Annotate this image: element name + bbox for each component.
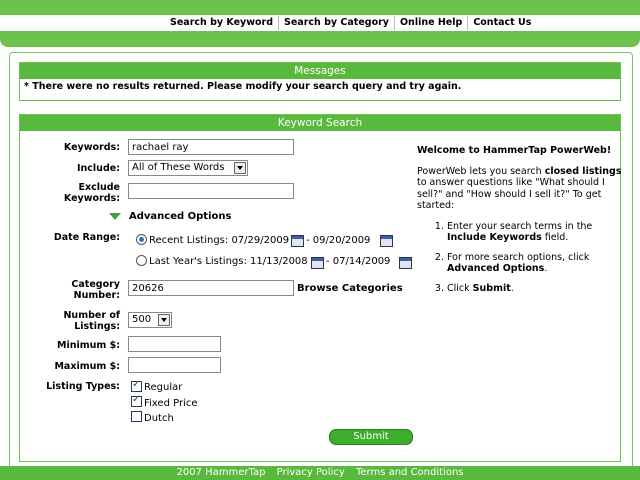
dutch-label: Dutch <box>144 413 174 424</box>
recent-end-date: - 09/20/2009 <box>306 235 371 246</box>
last-year-end-date: - 07/14/2009 <box>326 256 391 267</box>
keyword-search-header: Keyword Search <box>20 115 620 131</box>
nav-online-help[interactable]: Online Help <box>394 16 467 30</box>
chevron-down-icon[interactable] <box>158 314 170 326</box>
maximum-price-input[interactable] <box>128 357 221 373</box>
listing-types-label: Listing Types: <box>46 381 120 392</box>
submit-button[interactable]: Submit <box>329 429 413 445</box>
privacy-policy-link[interactable]: Privacy Policy <box>276 467 345 478</box>
expand-triangle-icon[interactable] <box>109 213 121 220</box>
dutch-checkbox[interactable] <box>131 411 142 422</box>
minimum-price-label: Minimum $: <box>56 340 120 351</box>
advanced-options-toggle[interactable]: Advanced Options <box>129 211 232 222</box>
exclude-label-line1: Exclude <box>78 182 120 193</box>
chevron-down-icon[interactable] <box>234 162 246 174</box>
keywords-input[interactable] <box>128 139 294 155</box>
fixed-price-checkbox[interactable] <box>131 396 142 407</box>
minimum-price-input[interactable] <box>128 336 221 352</box>
include-label: Include: <box>77 163 120 174</box>
browse-categories-link[interactable]: Browse Categories <box>297 283 403 294</box>
top-banner <box>0 0 640 15</box>
messages-header: Messages <box>20 63 620 79</box>
help-panel <box>417 145 622 302</box>
exclude-label-line2: Keywords: <box>63 193 120 204</box>
number-of-listings-select[interactable] <box>128 312 172 328</box>
number-of-listings-label <box>20 310 120 332</box>
calendar-icon[interactable] <box>380 235 393 247</box>
recent-listings-radio[interactable] <box>136 234 147 245</box>
category-label-line1: Category <box>71 279 120 290</box>
footer <box>0 466 640 480</box>
regular-label: Regular <box>144 382 183 393</box>
last-year-listings-label: Last Year's Listings: 11/13/2008 <box>149 256 308 267</box>
num-listings-label-line1: Number of <box>63 310 120 321</box>
num-listings-selected-value: 500 <box>132 314 152 325</box>
category-label-line2: Number: <box>73 290 120 301</box>
category-number-input[interactable] <box>128 280 294 296</box>
messages-panel <box>19 62 621 101</box>
category-number-label <box>20 279 120 301</box>
keywords-label: Keywords: <box>63 142 120 153</box>
num-listings-label-line2: Listings: <box>74 321 120 332</box>
date-range-label: Date Range: <box>53 232 120 243</box>
calendar-icon[interactable] <box>399 257 412 269</box>
exclude-keywords-label <box>20 182 120 204</box>
fixed-price-label: Fixed Price <box>144 398 198 409</box>
include-select[interactable] <box>128 160 248 176</box>
terms-link[interactable]: Terms and Conditions <box>355 467 464 478</box>
exclude-keywords-input[interactable] <box>128 183 294 199</box>
top-nav <box>0 15 640 31</box>
include-selected-value: All of These Words <box>132 162 225 173</box>
step-2: 2. For more search options, click Advanced Options. <box>447 252 622 275</box>
nav-search-by-keyword[interactable]: Search by Keyword <box>170 17 274 28</box>
last-year-listings-radio[interactable] <box>136 255 147 266</box>
step-3: 3. Click Submit. <box>447 283 622 295</box>
recent-listings-label: Recent Listings: 07/29/2009 <box>149 235 290 246</box>
copyright-text: 2007 HammerTap <box>176 467 266 478</box>
nav-search-by-category[interactable]: Search by Category <box>278 16 394 30</box>
nav-contact-us[interactable]: Contact Us <box>467 16 536 30</box>
header-strip <box>0 31 640 47</box>
steps-list <box>417 221 622 295</box>
calendar-icon[interactable] <box>291 235 304 247</box>
regular-checkbox[interactable] <box>131 381 142 392</box>
step-1: 1. Enter your search terms in the Include Keywords field. <box>447 221 622 244</box>
no-results-message: * There were no results returned. Please modify your search query and try again. <box>24 81 462 92</box>
maximum-price-label: Maximum $: <box>54 361 120 372</box>
welcome-heading: Welcome to HammerTap PowerWeb! <box>417 145 612 156</box>
intro-text: PowerWeb lets you search closed listings to answer questions like "What should I sell?" and "How should I sell it?" To get started: <box>417 165 622 211</box>
calendar-icon[interactable] <box>311 257 324 269</box>
